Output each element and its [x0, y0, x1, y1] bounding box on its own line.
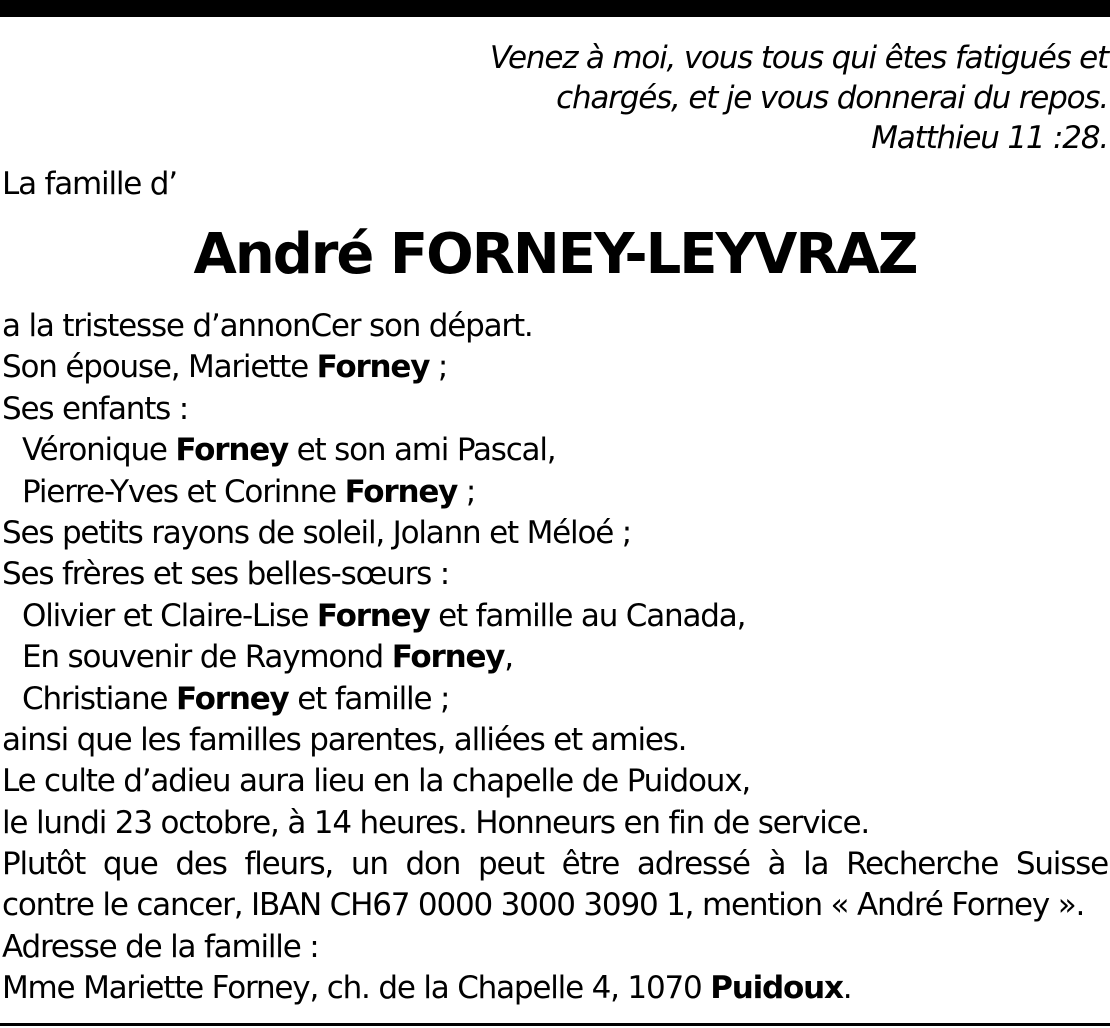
sibling-line-1 [2, 596, 1108, 637]
spouse-punct: ; [429, 349, 448, 386]
spouse-line [2, 347, 1108, 388]
child-line-2 [2, 472, 1108, 513]
child1-surname: Forney [175, 432, 289, 469]
donation-line-2: contre le cancer, IBAN CH67 0000 3000 3090 1, mention « André Forney ». [2, 887, 1085, 924]
child1-post: et son ami Pascal, [288, 432, 556, 469]
sibling2-post: , [504, 639, 513, 676]
announcement-line: a la tristesse d’annonCer son départ. [2, 308, 533, 344]
sibling2-text: En souvenir de Raymond [22, 639, 392, 676]
siblings-header: Ses frères et ses belles-sœurs : [2, 556, 449, 593]
child1-text: Véronique [22, 432, 176, 469]
spouse-surname: Forney [316, 349, 430, 386]
children-header: Ses enfants : [2, 390, 189, 427]
sibling-line-2 [2, 637, 1108, 678]
sibling3-post: et famille ; [288, 680, 450, 717]
address-town: Puidoux [710, 970, 843, 1007]
sibling2-surname: Forney [391, 639, 505, 676]
sibling1-post: et famille au Canada, [429, 597, 746, 634]
intro-text: La famille d’ [2, 166, 177, 202]
deceased-name: André FORNEY-LEYVRAZ [193, 222, 917, 287]
sibling-line-3 [2, 679, 1108, 720]
address-header: Adresse de la famille : [2, 928, 319, 965]
child2-text: Pierre-Yves et Corinne [22, 473, 345, 510]
spouse-text: Son épouse, Mariette [2, 349, 317, 386]
service-line-2: le lundi 23 octobre, à 14 heures. Honneurs en fin de service. [2, 804, 870, 841]
child2-surname: Forney [344, 473, 458, 510]
announcement-body [2, 306, 1108, 1010]
sibling3-text: Christiane [22, 680, 176, 717]
sibling1-text: Olivier et Claire-Lise [22, 597, 317, 634]
verse-reference: Matthieu 11 :28. [871, 120, 1108, 156]
grandchildren-line: Ses petits rayons de soleil, Jolann et Méloé ; [2, 514, 631, 551]
sibling3-surname: Forney [175, 680, 289, 717]
bible-verse [308, 38, 1108, 158]
top-rule [0, 0, 1110, 17]
sibling1-surname: Forney [316, 597, 430, 634]
verse-line-1: Venez à moi, vous tous qui êtes fatigués et [489, 40, 1108, 76]
address-text: Mme Mariette Forney, ch. de la Chapelle 4, 1070 [2, 970, 711, 1007]
verse-line-2: chargés, et je vous donnerai du repos. [556, 80, 1108, 116]
child-line-1 [2, 430, 1108, 471]
bottom-rule [0, 1023, 1110, 1026]
child2-post: ; [457, 473, 476, 510]
address-punct: . [842, 970, 852, 1007]
donation-line-1: Plutôt que des fleurs, un don peut être adressé à la Recherche Suisse [2, 846, 1108, 883]
address-line [2, 968, 1108, 1009]
service-line-1: Le culte d’adieu aura lieu en la chapelle de Puidoux, [2, 763, 751, 800]
families-line: ainsi que les familles parentes, alliées et amies. [2, 721, 687, 758]
